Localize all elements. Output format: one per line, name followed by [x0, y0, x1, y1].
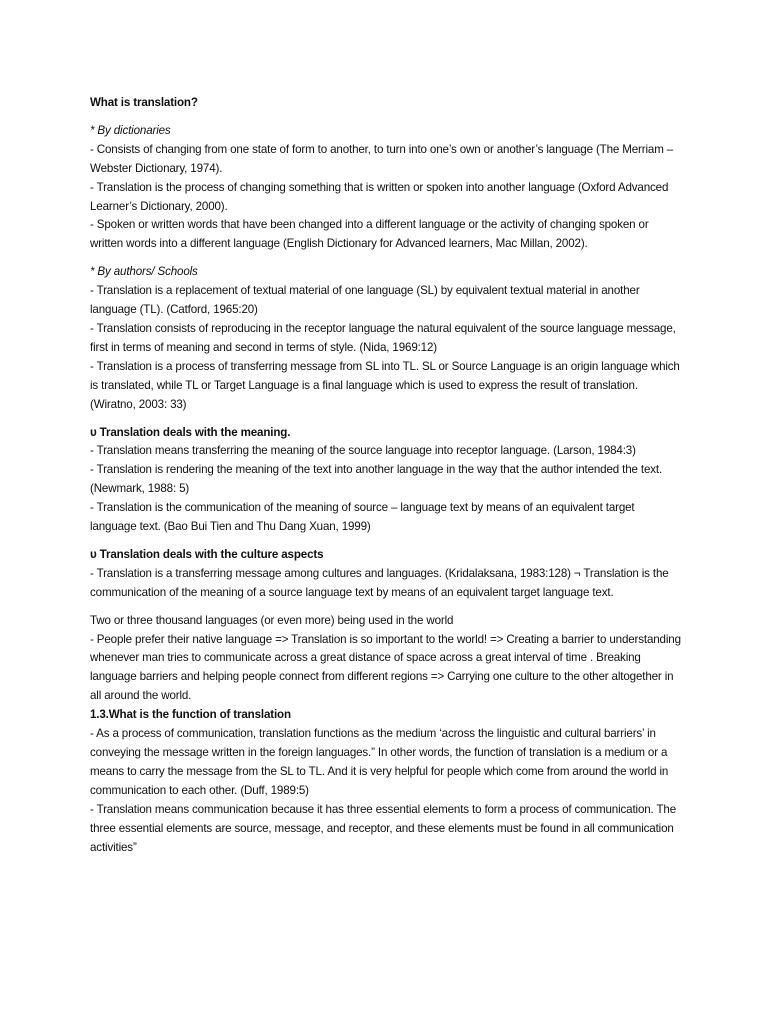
author-definition: - Translation is a replacement of textual material of one language (SL) by equivalent textual material in another language (TL). (Catford, 1965:20): [90, 284, 640, 317]
function-heading: 1.3.What is the function of translation: [90, 708, 291, 722]
dictionary-definition: - Spoken or written words that have been changed into a different language or the activity of changing spoken or written words into a different language (English Dictionary for Advanced learners, Mac Millan, 2002).: [90, 218, 649, 251]
meaning-definition: - Translation is rendering the meaning of the text into another language in the way that the author intended the text. (Newmark, 1988: 5): [90, 463, 663, 496]
document-body: [90, 94, 684, 857]
dictionary-definition: - Consists of changing from one state of form to another, to turn into one’s own or another’s language (The Merriam – Webster Dictionary, 1974).: [90, 142, 674, 175]
function-paragraph: - As a process of communication, translation functions as the medium ‘across the linguistic and cultural barriers’ in conveying the message written in the foreign languages.” In other words, the function of translation is a medium or a means to carry the message from the SL to TL. And it is very helpful for people which come from around the world in communication to each other. (Duff, 1989:5): [90, 727, 669, 797]
document-title: What is translation?: [90, 96, 198, 109]
culture-heading: υ Translation deals with the culture aspects: [90, 547, 324, 561]
culture-definition: - Translation is a transferring message among cultures and languages. (Kridalaksana, 1983:128) ¬ Translation is the communication of the meaning of a source language text by means of an equivalent target language text.: [90, 566, 669, 599]
by-dictionaries-heading: * By dictionaries: [90, 123, 171, 137]
author-definition: - Translation consists of reproducing in the receptor language the natural equivalent of the source language message, first in terms of meaning and second in terms of style. (Nida, 1969:12): [90, 321, 676, 354]
meaning-definition: - Translation means transferring the meaning of the source language into receptor language. (Larson, 1984:3): [90, 444, 636, 458]
function-paragraph: - Translation means communication because it has three essential elements to form a process of communication. The three essential elements are source, message, and receptor, and these elements must be found in all communication activities”: [90, 802, 677, 854]
by-authors-heading: * By authors/ Schools: [90, 265, 198, 279]
languages-heading: Two or three thousand languages (or even more) being used in the world: [90, 613, 454, 627]
meaning-definition: - Translation is the communication of the meaning of source – language text by means of an equivalent target language text. (Bao Bui Tien and Thu Dang Xuan, 1999): [90, 501, 635, 534]
dictionary-definition: - Translation is the process of changing something that is written or spoken into another language (Oxford Advanced Learner’s Dictionary, 2000).: [90, 180, 669, 213]
author-definition: - Translation is a process of transferring message from SL into TL. SL or Source Language is an origin language which is translated, while TL or Target Language is a final language which is used to express the result of translation. (Wiratno, 2003: 33): [90, 359, 680, 411]
meaning-heading: υ Translation deals with the meaning.: [90, 425, 291, 439]
languages-paragraph: - People prefer their native language => Translation is so important to the world! => Creating a barrier to understanding whenever man tries to communicate across a great distance of space across a great interval of time . Breaking language barriers and helping people connect from different regions => Carrying one culture to the other altogether in all around the world.: [90, 632, 681, 703]
